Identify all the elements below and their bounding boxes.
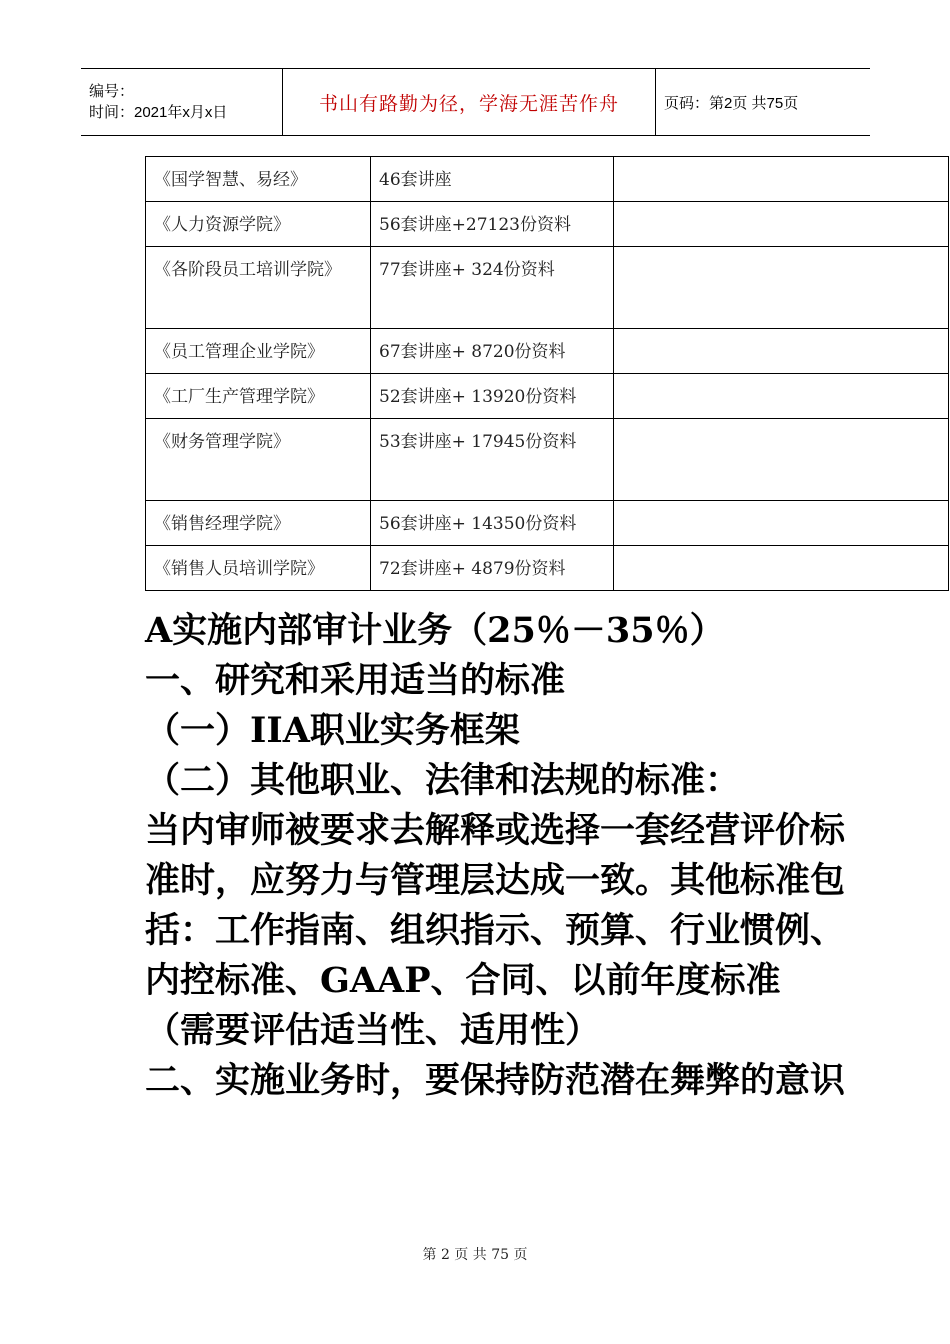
course-name: 《销售人员培训学院》 [146,546,371,591]
course-name: 《销售经理学院》 [146,501,371,546]
section-heading-1: 一、研究和采用适当的标准 [145,660,566,701]
page-header [81,68,870,136]
table-row [146,247,949,329]
section-heading-a: A实施内部审计业务（25％－35％） [145,610,725,651]
table-row [146,157,949,202]
course-name: 《人力资源学院》 [146,202,371,247]
page-footer: 第 2 页 共 75 页 [422,1247,528,1263]
course-note [614,247,949,329]
table-row [146,202,949,247]
header-meta-cell [81,69,283,136]
subheading-1: （一）IIA职业实务框架 [145,710,520,751]
table-row [146,501,949,546]
section-heading-2: 二、实施业务时，要保持防范潜在舞弊的意识 [145,1060,846,1101]
course-content: 67套讲座+ 8720份资料 [371,329,614,374]
course-content: 46套讲座 [371,157,614,202]
course-content: 56套讲座+27123份资料 [371,202,614,247]
number-label: 编号： [89,83,135,100]
course-content: 52套讲座+ 13920份资料 [371,374,614,419]
document-body [145,606,850,1106]
resource-table [145,156,949,591]
course-name: 《员工管理企业学院》 [146,329,371,374]
header-motto-cell [283,69,656,136]
course-name: 《财务管理学院》 [146,419,371,501]
table-row [146,374,949,419]
course-name: 《工厂生产管理学院》 [146,374,371,419]
table-row [146,546,949,591]
course-name: 《各阶段员工培训学院》 [146,247,371,329]
date-label: 时间：2021年x月x日 [89,104,228,121]
course-content: 72套讲座+ 4879份资料 [371,546,614,591]
page-info: 页码：第2页 共75页 [664,94,799,112]
paragraph-1: 当内审师被要求去解释或选择一套经营评价标准时，应努力与管理层达成一致。其他标准包括：工作指南、组织指示、预算、行业惯例、内控标准、GAAP、合同、以前年度标准（需要评估适当性、适用性） [145,810,846,1051]
course-note [614,374,949,419]
table-row [146,419,949,501]
course-note [614,329,949,374]
course-content: 56套讲座+ 14350份资料 [371,501,614,546]
course-content: 53套讲座+ 17945份资料 [371,419,614,501]
motto-text: 书山有路勤为径，学海无涯苦作舟 [318,92,619,115]
subheading-2: （二）其他职业、法律和法规的标准： [145,760,741,801]
course-content: 77套讲座+ 324份资料 [371,247,614,329]
course-note [614,501,949,546]
header-page-cell [656,69,871,136]
course-name: 《国学智慧、易经》 [146,157,371,202]
table-row [146,329,949,374]
course-note [614,202,949,247]
course-note [614,546,949,591]
course-note [614,157,949,202]
course-note [614,419,949,501]
